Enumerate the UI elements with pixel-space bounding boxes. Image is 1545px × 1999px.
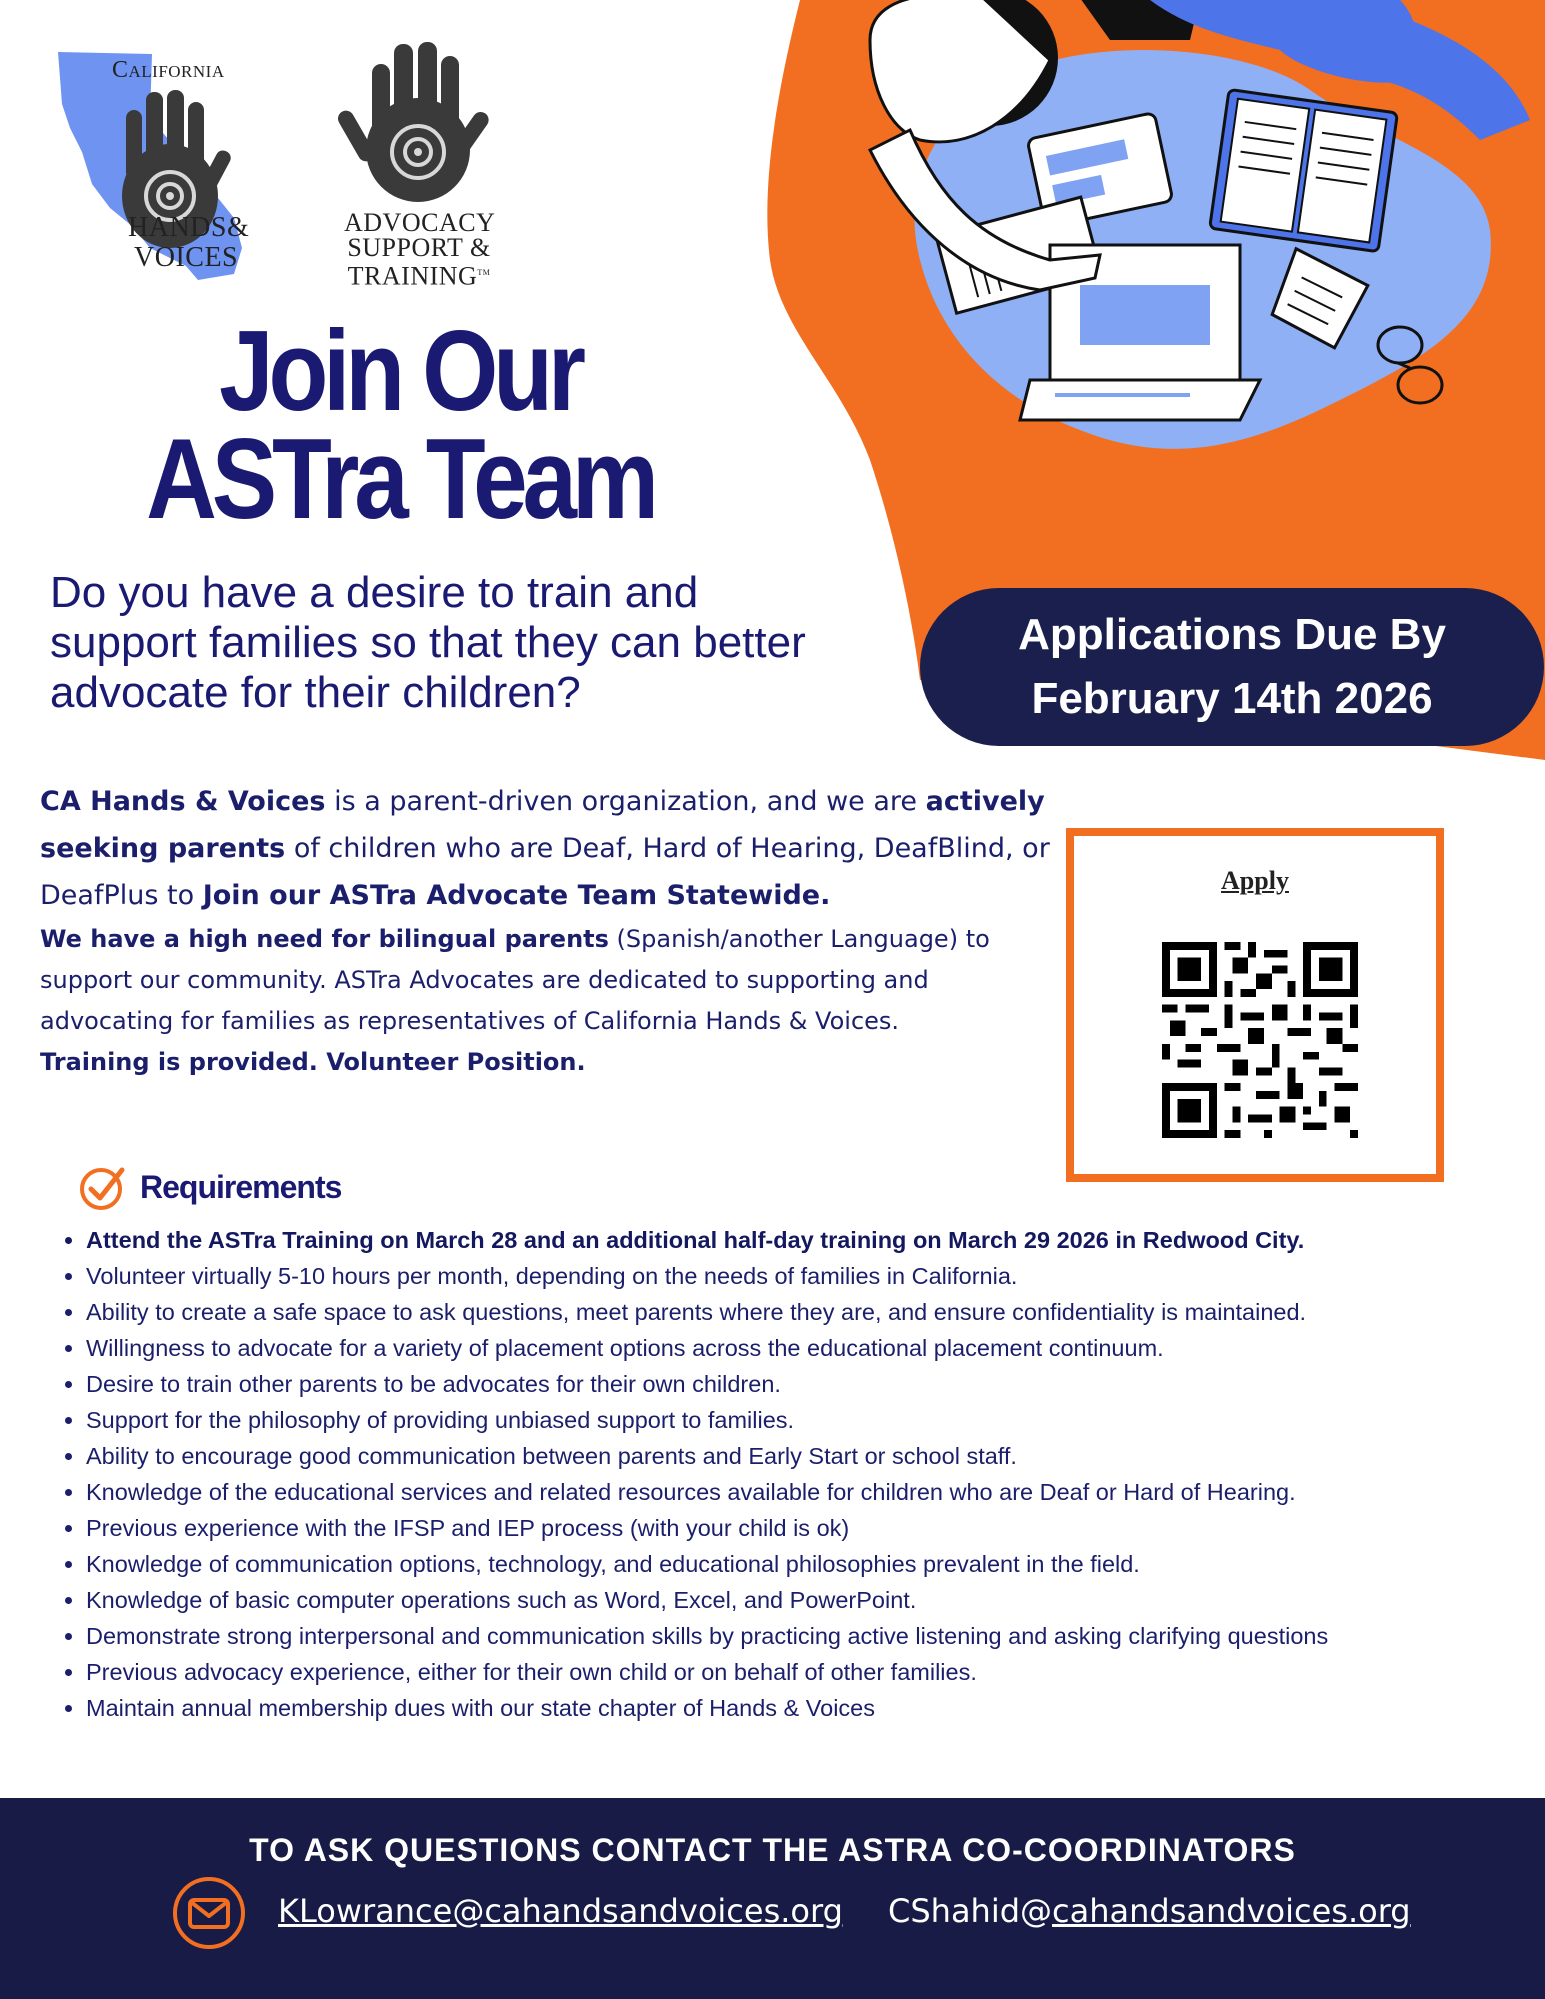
logo-astra-line3: TRAINING™: [347, 261, 491, 291]
astra-logo: [330, 38, 510, 291]
org-name: CA Hands & Voices: [40, 786, 326, 817]
requirement-item: • Demonstrate strong interpersonal and communication skills by practicing active listening and asking clarifying questions: [86, 1618, 1545, 1654]
requirement-item: • Ability to create a safe space to ask questions, meet parents where they are, and ensure confidentiality is maintained.: [86, 1294, 1545, 1330]
requirement-item: • Previous advocacy experience, either for their own child or on behalf of other families.: [86, 1654, 1545, 1690]
email-link-cshahid[interactable]: CShahid@cahandsandvoices.org: [888, 1892, 1411, 1930]
due-date: February 14th 2026: [1031, 674, 1433, 723]
requirement-item: • Knowledge of basic computer operations such as Word, Excel, and PowerPoint.: [86, 1582, 1545, 1618]
headline-line2: ASTra Team: [146, 416, 654, 543]
requirements-heading: [78, 1162, 341, 1212]
requirement-item: • Previous experience with the IFSP and IEP process (with your child is ok): [86, 1510, 1545, 1546]
intro-paragraph: CA Hands & Voices is a parent-driven organization, and we are actively seeking parents of children who are Deaf, Hard of Hearing, DeafBlind, or DeafPlus to Join our ASTra Advocate Team Statewide. We have a high need for bilingual parents (Spanish/another Language) to support our community. ASTra Advocates are dedicated to supporting and advocating for families as representatives of California Hands & Voices. Training is provided. Volunteer Position.: [40, 786, 1050, 1076]
apply-link[interactable]: Apply: [1221, 866, 1289, 895]
join-team: Join our ASTra Advocate Team Statewide.: [202, 880, 831, 911]
qr-code-box[interactable]: [1066, 828, 1444, 1182]
requirement-item: • Knowledge of the educational services and related resources available for children who are Deaf or Hard of Hearing.: [86, 1474, 1545, 1510]
headline: [108, 308, 693, 543]
logo-astra-line2: SUPPORT &: [347, 233, 491, 262]
contact-footer: [0, 1798, 1545, 1999]
logo-ca-line2: HANDS&: [128, 212, 250, 243]
hand-icon: [330, 38, 510, 208]
requirement-item: • Ability to encourage good communication between parents and Early Start or school staff.: [86, 1438, 1545, 1474]
requirement-item: • Volunteer virtually 5-10 hours per month, depending on the needs of families in California.: [86, 1258, 1545, 1294]
checkmark-circle-icon: [78, 1162, 128, 1212]
due-label: Applications Due By: [1018, 610, 1446, 659]
logo-ca-line1: California: [112, 57, 225, 83]
requirements-title: Requirements: [140, 1168, 342, 1205]
question-text: Do you have a desire to train and support families so that they can better advocate for their children?: [50, 568, 806, 717]
logo-astra-line1: ADVOCACY: [344, 208, 496, 237]
training-provided: Training is provided. Volunteer Position.: [40, 1048, 586, 1076]
ca-hands-voices-logo: [52, 48, 272, 288]
requirement-item: • Willingness to advocate for a variety of placement options across the educational placement continuum.: [86, 1330, 1545, 1366]
requirement-item: • Knowledge of communication options, technology, and educational philosophies prevalent in the field.: [86, 1546, 1545, 1582]
bilingual-need: We have a high need for bilingual parents: [40, 925, 609, 953]
requirement-item: • Desire to train other parents to be advocates for their own children.: [86, 1366, 1545, 1402]
qr-code[interactable]: [1162, 942, 1358, 1138]
logo-ca-line3: VOICES: [134, 242, 239, 273]
requirement-item: • Support for the philosophy of providing unbiased support to families.: [86, 1402, 1545, 1438]
headline-line1: Join Our: [219, 308, 581, 435]
mail-icon: [172, 1876, 246, 1950]
email-link-klowrance[interactable]: KLowrance@cahandsandvoices.org: [278, 1892, 843, 1930]
seeking-parents: actively seeking parents: [40, 786, 1045, 864]
logo-astra-tm: TM: [477, 268, 491, 277]
requirements-list: [40, 1222, 1545, 1726]
applications-due-badge: [920, 588, 1544, 746]
requirement-item: • Attend the ASTra Training on March 28 and an additional half-day training on March 29 2026 in Redwood City.: [86, 1222, 1545, 1258]
requirement-item: • Maintain annual membership dues with our state chapter of Hands & Voices: [86, 1690, 1545, 1726]
footer-title: TO ASK QUESTIONS CONTACT THE ASTRA CO-COORDINATORS: [249, 1832, 1296, 1868]
